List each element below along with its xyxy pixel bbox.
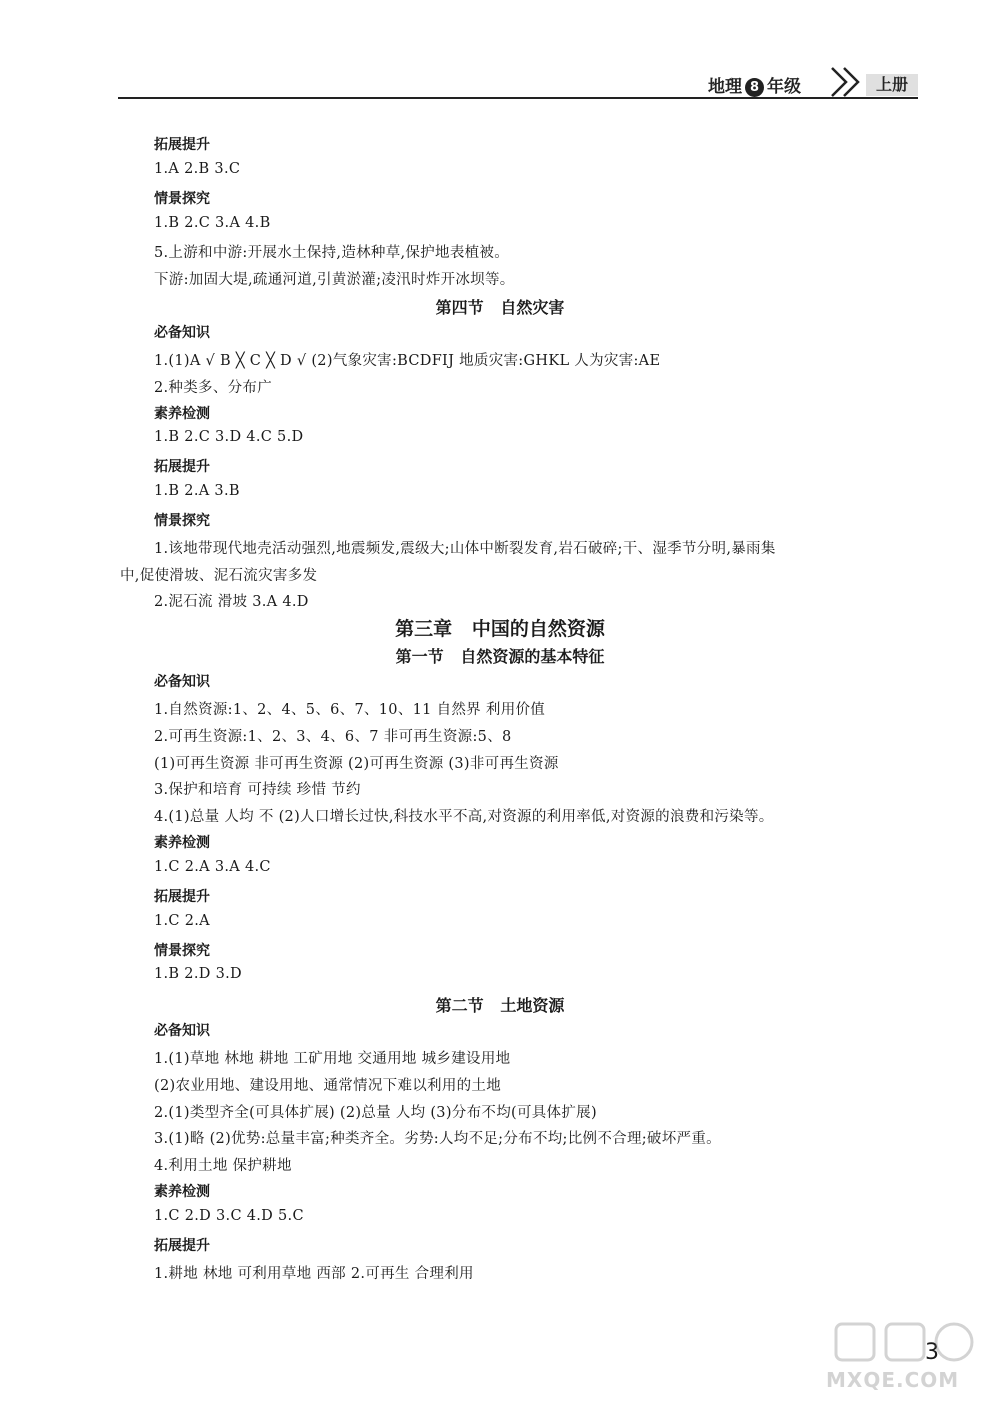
section-subheading: 必备知识 [154, 324, 210, 341]
section-title: 第四节 自然灾害 [435, 298, 565, 318]
section-subheading: 情景探究 [154, 512, 210, 529]
answer-line: 2.(1)类型齐全(可具体扩展) (2)总量 人均 (3)分布不均(可具体扩展) [154, 1104, 597, 1121]
section-subheading: 拓展提升 [154, 137, 210, 153]
section-subheading: 情景探究 [154, 942, 210, 959]
answer-line: (1)可再生资源 非可再生资源 (2)可再生资源 (3)非可再生资源 [154, 755, 559, 772]
double-chevron-icon [828, 64, 868, 100]
watermark-url: MXQE.COM [826, 1368, 960, 1392]
answer-line: 2.种类多、分布广 [154, 379, 273, 396]
answer-line: 1.C 2.A 3.A 4.C [154, 858, 271, 875]
answer-line: 1.C 2.D 3.C 4.D 5.C [154, 1208, 304, 1224]
page-number: 3 [925, 1340, 939, 1365]
answer-line: 1.A 2.B 3.C [154, 160, 241, 177]
answer-line: 1.B 2.D 3.D [154, 966, 242, 983]
grade-badge: 8 [745, 78, 764, 97]
section-subheading: 拓展提升 [154, 1237, 210, 1254]
section-subheading: 必备知识 [154, 674, 210, 690]
section-title: 第一节 自然资源的基本特征 [395, 647, 605, 667]
grade-label: 年级 [767, 77, 801, 97]
section-subheading: 必备知识 [154, 1023, 210, 1040]
page-header [118, 70, 918, 100]
answer-line: 3.(1)略 (2)优势:总量丰富;种类齐全。劣势:人均不足;分布不均;比例不合理;破坏严重。 [154, 1131, 721, 1148]
answer-line: 1.耕地 林地 可利用草地 西部 2.可再生 合理利用 [154, 1265, 474, 1282]
answer-line: 4.(1)总量 人均 不 (2)人口增长过快,科技水平不高,对资源的利用率低,对资源的浪费和污染等。 [154, 809, 774, 826]
volume-label: 上册 [866, 74, 918, 96]
answer-line: (2)农业用地、建设用地、通常情况下难以利用的土地 [154, 1077, 502, 1094]
answer-line: 1.B 2.A 3.B [154, 483, 240, 500]
watermark-logo-icon [830, 1320, 980, 1366]
answer-line-continued: 中,促使滑坡、泥石流灾害多发 [120, 567, 318, 584]
section-subheading: 素养检测 [154, 405, 210, 422]
watermark [826, 1320, 980, 1400]
answer-line: 4.利用土地 保护耕地 [154, 1158, 292, 1175]
section-subheading: 拓展提升 [154, 888, 210, 905]
header-rule [118, 97, 918, 99]
answer-line: 5.上游和中游:开展水土保持,造林种草,保护地表植被。 [154, 245, 510, 262]
answer-line: 1.该地带现代地壳活动强烈,地震频发,震级大;山体中断裂发育,岩石破碎;干、湿季节分明,暴雨集 [154, 540, 776, 557]
answer-line: 1.C 2.A [154, 912, 210, 929]
section-title: 第二节 土地资源 [435, 996, 565, 1016]
subject-label: 地理 [708, 77, 742, 97]
header-title [708, 72, 801, 97]
section-subheading: 素养检测 [154, 835, 210, 852]
answer-line: 1.B 2.C 3.A 4.B [154, 214, 271, 231]
answer-line: 2.可再生资源:1、2、3、4、6、7 非可再生资源:5、8 [154, 728, 512, 745]
section-subheading: 拓展提升 [154, 459, 210, 476]
answer-line: 1.(1)A √ B ╳ C ╳ D √ (2)气象灾害:BCDFIJ 地质灾害:GHKL 人为灾害:AE [154, 352, 661, 369]
answer-line: 下游:加固大堤,疏通河道,引黄淤灌;凌汛时炸开冰坝等。 [154, 272, 515, 289]
answer-line: 2.泥石流 滑坡 3.A 4.D [154, 594, 309, 611]
section-subheading: 素养检测 [154, 1184, 210, 1201]
chapter-title: 第三章 中国的自然资源 [395, 618, 605, 641]
section-subheading: 情景探究 [154, 190, 210, 207]
answer-line: 1.(1)草地 林地 耕地 工矿用地 交通用地 城乡建设用地 [154, 1050, 511, 1067]
answer-line: 3.保护和培育 可持续 珍惜 节约 [154, 782, 361, 799]
answer-line: 1.B 2.C 3.D 4.C 5.D [154, 429, 304, 446]
answer-line: 1.自然资源:1、2、4、5、6、7、10、11 自然界 利用价值 [154, 701, 546, 718]
